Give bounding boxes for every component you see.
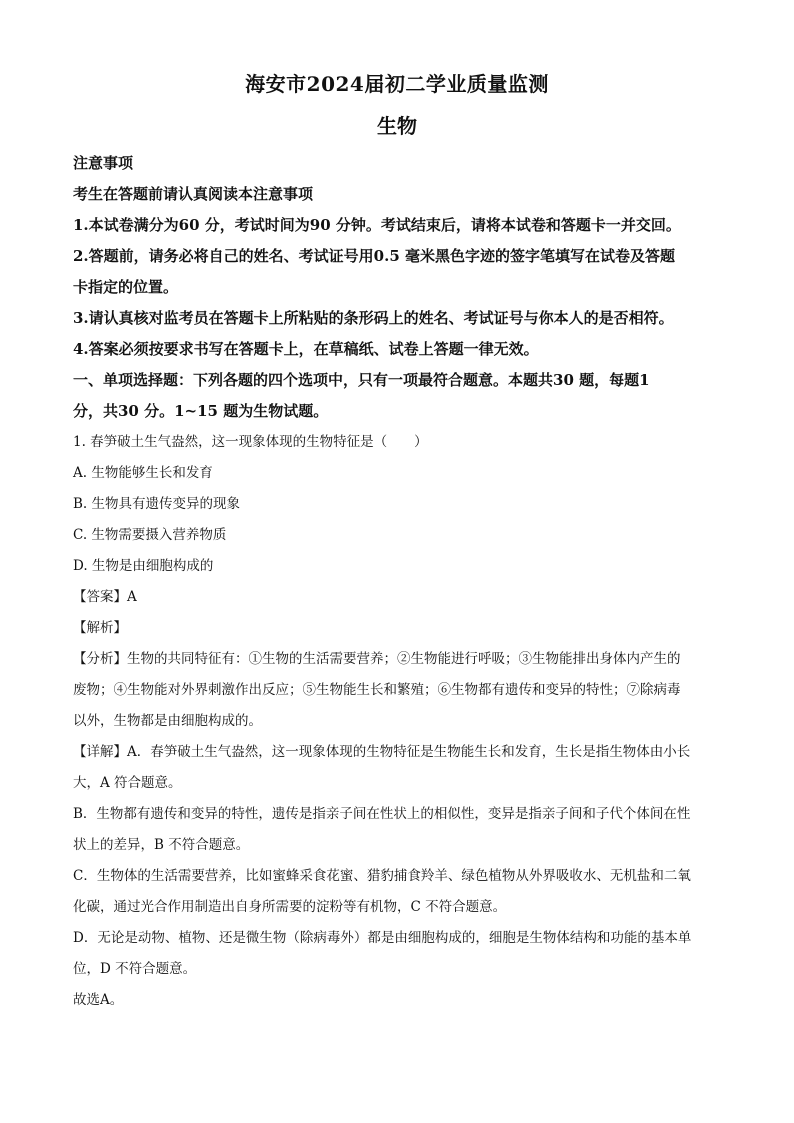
option-d: D. 生物是由细胞构成的 [73,558,214,574]
detail-d-line-1: D．无论是动物、植物、还是微生物（除病毒外）都是由细胞构成的，细胞是生物体结构和功能的基本单 [73,930,692,946]
conclusion: 故选A。 [73,992,124,1008]
detail-a-line-2: 大，A 符合题意。 [73,775,182,791]
document-body [73,148,723,1016]
analysis-line-2: 废物；④生物能对外界刺激作出反应；⑤生物能生长和繁殖；⑥生物都有遗传和变异的特性；⑦除病毒 [73,682,681,698]
detail-b-line-1: B．生物都有遗传和变异的特性，遗传是指亲子间在性状上的相似性，变异是指亲子间和子代个体间在性 [73,806,691,822]
detail-a-line-1: 【详解】A．春笋破土生气盎然，这一现象体现的生物特征是生物能生长和发育，生长是指生物体由小长 [73,744,691,760]
subject-title: 生物 [377,114,417,138]
question-stem: 1. 春笋破土生气盎然，这一现象体现的生物特征是（ ） [73,434,428,450]
answer-label: 【答案】A [73,589,137,605]
analysis-heading: 【解析】 [73,620,127,636]
detail-c-line-1: C．生物体的生活需要营养，比如蜜蜂采食花蜜、猎豹捕食羚羊、绿色植物从外界吸收水、无机盐和二氧 [73,868,691,884]
page-title: 海安市2024届初二学业质量监测 [245,72,549,96]
notice-item-3: 3.请认真核对监考员在答题卡上所粘贴的条形码上的姓名、考试证号与你本人的是否相符。 [73,309,674,327]
notice-heading: 注意事项 [73,154,134,172]
analysis-line-3: 以外，生物都是由细胞构成的。 [73,713,262,729]
section-heading-line-2: 分，共30 分。1~15 题为生物试题。 [73,402,329,420]
section-heading-line-1: 一、单项选择题：下列各题的四个选项中，只有一项最符合题意。本题共30 题，每题1 [73,371,650,389]
notice-item-1: 1.本试卷满分为60 分，考试时间为90 分钟。考试结束后，请将本试卷和答题卡一并交回。 [73,216,681,234]
notice-item-4: 4.答案必须按要求书写在答题卡上，在草稿纸、试卷上答题一律无效。 [73,340,539,358]
option-a: A. 生物能够生长和发育 [73,465,213,481]
detail-d-line-2: 位，D 不符合题意。 [73,961,197,977]
detail-c-line-2: 化碳，通过光合作用制造出自身所需要的淀粉等有机物，C 不符合题意。 [73,899,507,915]
option-c: C. 生物需要摄入营养物质 [73,527,227,543]
notice-intro: 考生在答题前请认真阅读本注意事项 [73,185,314,203]
notice-item-2-line-2: 卡指定的位置。 [73,278,179,296]
detail-b-line-2: 状上的差异，B 不符合题意。 [73,837,250,853]
option-b: B. 生物具有遗传变异的现象 [73,496,241,512]
notice-item-2-line-1: 2.答题前，请务必将自己的姓名、考试证号用0.5 毫米黑色字迹的签字笔填写在试卷及答题 [73,247,675,265]
analysis-line-1: 【分析】生物的共同特征有：①生物的生活需要营养；②生物能进行呼吸；③生物能排出身体内产生的 [73,651,681,667]
